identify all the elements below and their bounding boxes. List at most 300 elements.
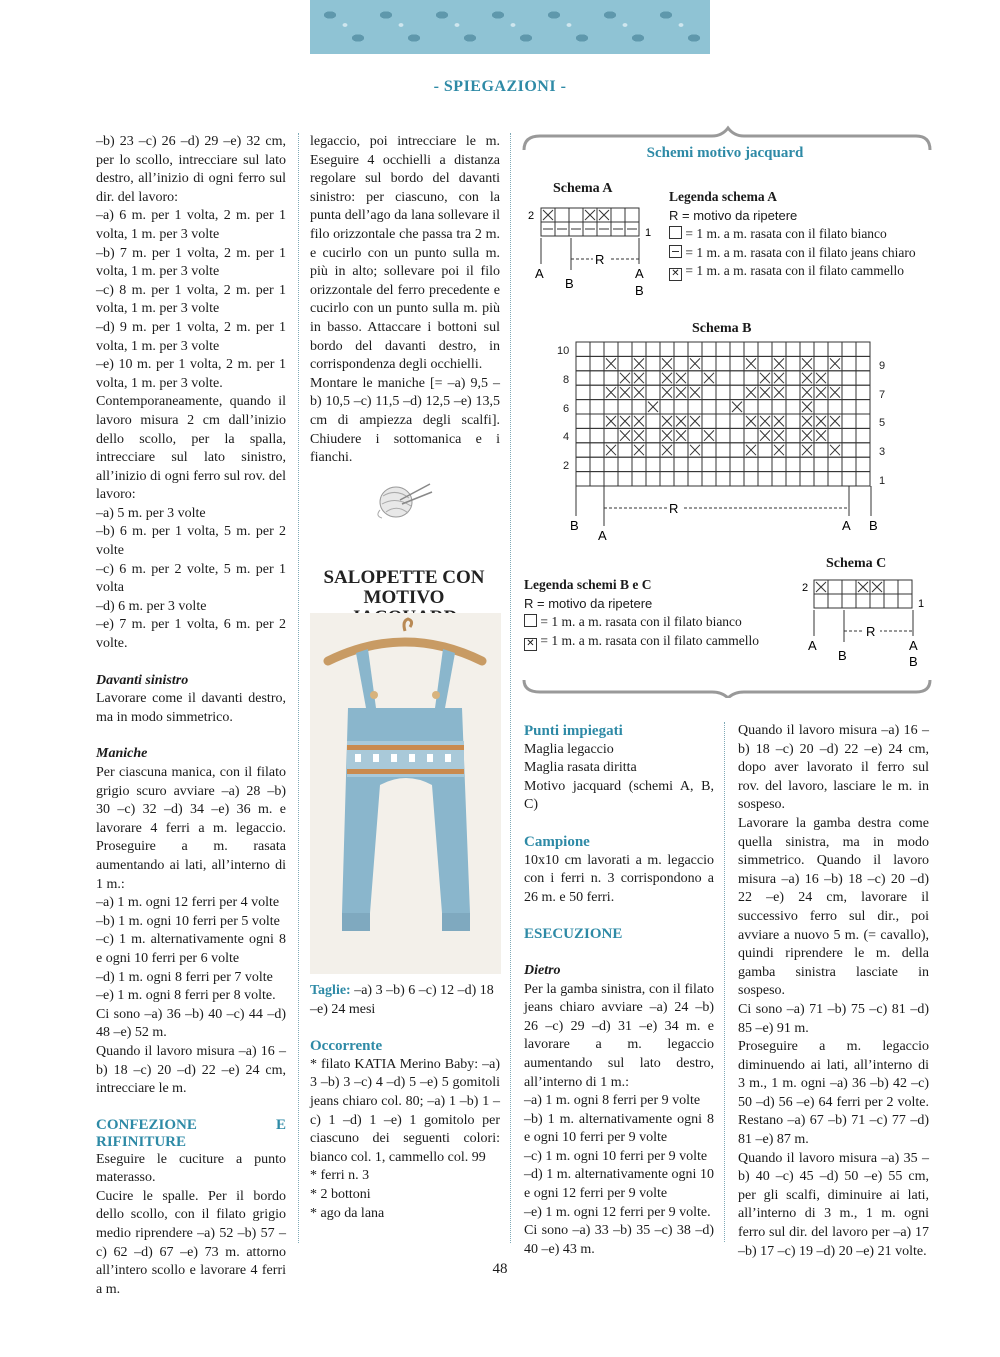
yarn-ball-icon: [372, 478, 434, 520]
text-line: Cucire le spalle. Per il bordo dello scollo, con il filato grigio medio riprendere –a) 52 –b) 57 –c) 62 –d) 67 –e) 73 m. attorno all’intero scollo e lavorare 4 ferri a m.: [96, 1188, 290, 1297]
list-item: * ago da lana: [310, 1205, 385, 1221]
list-item: * ferri n. 3: [310, 1168, 370, 1184]
grid-cell: [604, 472, 618, 486]
list-item: Maglia legaccio: [524, 741, 614, 757]
grid-cell: [576, 400, 590, 414]
row-number: 8: [563, 374, 570, 386]
grid-cell: [688, 400, 702, 414]
page-header: - SPIEGAZIONI -: [433, 78, 567, 95]
grid-cell: [716, 443, 730, 457]
grid-cell: [842, 356, 856, 370]
grid-cell: [716, 385, 730, 399]
grid-cell: [618, 356, 632, 370]
grid-cell: [744, 457, 758, 471]
grid-cell: [555, 208, 569, 222]
grid-cell: [590, 385, 604, 399]
cross-stitch-mark: [634, 358, 644, 368]
cross-stitch-mark: [599, 210, 609, 220]
grid-cell: [590, 472, 604, 486]
text-line: –d) 1 m. ogni 8 ferri per 7 volte: [96, 969, 273, 985]
edge-label: B: [635, 283, 644, 298]
grid-cell: [688, 371, 702, 385]
grid-cell: [702, 443, 716, 457]
cross-stitch-mark: [690, 416, 700, 426]
section-esecuzione: ESECUZIONE: [524, 926, 623, 943]
grid-cell: [716, 472, 730, 486]
legend-item: R = motivo da ripetere: [524, 595, 653, 611]
grid-cell: [842, 594, 856, 608]
legend-a-title: Legenda schema A: [669, 189, 777, 204]
text-line: Lavorare la gamba destra come quella sinistra, ma in modo simmetrico. Quando il lavoro misura –a) 16 –b) 18 –c) 20 –d) 22 –e) 24 cm, lavorare il successivo ferro sul dir., poi avviare a nuovo 5 m. (= cavallo), quindi riprendere le m. della gamba sinistra lasciate in sospeso.: [738, 815, 933, 999]
grid-cell: [856, 356, 870, 370]
column-4: [738, 722, 933, 1261]
text-line: –a) 1 m. ogni 8 ferri per 9 volte: [524, 1093, 701, 1109]
cross-stitch-mark: [606, 358, 616, 368]
grid-cell: [618, 400, 632, 414]
text-line: –a) 5 m. per 3 volte: [96, 505, 206, 521]
section-occorrente: Occorrente: [310, 1038, 383, 1055]
grid-cell: [814, 594, 828, 608]
cross-stitch-mark: [690, 358, 700, 368]
cross-stitch-mark: [746, 387, 756, 397]
cross-stitch-mark: [830, 416, 840, 426]
grid-cell: [660, 472, 674, 486]
edge-label: A: [909, 638, 918, 653]
grid-cell: [786, 356, 800, 370]
grid-cell: [856, 443, 870, 457]
text-line: –d) 6 m. per 3 volte: [96, 598, 207, 614]
cross-stitch-mark: [690, 387, 700, 397]
grid-cell: [604, 428, 618, 442]
legend-item: = 1 m. a m. rasata con il filato bianco: [685, 226, 887, 241]
grid-cell: [632, 457, 646, 471]
legend-item: = 1 m. a m. rasata con il filato cammello: [540, 632, 760, 648]
column-2-lower: [310, 982, 504, 1223]
list-item: * 2 bottoni: [310, 1186, 371, 1202]
grid-cell: [814, 356, 828, 370]
grid-cell: [786, 443, 800, 457]
grid-cell: [800, 457, 814, 471]
grid-cell: [786, 457, 800, 471]
repeat-label: R: [595, 252, 605, 267]
dash-square-icon: [669, 245, 682, 258]
row-number: 10: [557, 345, 570, 357]
grid-cell: [842, 443, 856, 457]
cross-stitch-mark: [802, 387, 812, 397]
repeat-label: R: [866, 624, 876, 639]
grid-cell: [674, 342, 688, 356]
grid-cell: [856, 594, 870, 608]
grid-cell: [716, 342, 730, 356]
grid-cell: [688, 428, 702, 442]
cross-stitch-mark: [816, 387, 826, 397]
grid-cell: [576, 472, 590, 486]
subheading-maniche: Maniche: [96, 746, 148, 762]
grid-cell: [814, 457, 828, 471]
grid-cell: [590, 400, 604, 414]
grid-cell: [842, 385, 856, 399]
grid-cell: [856, 342, 870, 356]
legend-a: [669, 188, 939, 281]
grid-cell: [814, 443, 828, 457]
column-divider: [724, 722, 725, 1242]
edge-label: B: [869, 518, 878, 533]
grid-cell: [618, 472, 632, 486]
text-line: –b) 1 m. alternativamente ogni 8 e ogni 10 ferri per 9 volte: [524, 1111, 718, 1146]
edge-label: A: [535, 266, 544, 281]
grid-cell: [786, 472, 800, 486]
text-line: Ci sono –a) 71 –b) 75 –c) 81 –d) 85 –e) 91 m.: [738, 1001, 933, 1036]
cross-stitch-mark: [858, 582, 868, 592]
grid-cell: [716, 414, 730, 428]
cross-stitch-mark: [648, 402, 658, 412]
grid-cell: [744, 428, 758, 442]
text-line: Quando il lavoro misura –a) 16 –b) 18 –c) 20 –d) 22 –e) 24 cm, dopo aver lavorato il ferro sul rov. del lavoro, lasciare le m. in sospeso.: [738, 723, 933, 813]
row-number: 2: [563, 460, 570, 472]
text-line: Ci sono –a) 33 –b) 35 –c) 38 –d) 40 –e) 43 m.: [524, 1223, 718, 1257]
edge-label: B: [838, 648, 847, 663]
grid-cell: [800, 472, 814, 486]
grid-cell: [590, 443, 604, 457]
cross-stitch-mark: [676, 430, 686, 440]
cross-stitch-mark: [774, 358, 784, 368]
text-line: –e) 7 m. per 1 volta, 6 m. per 2 volte.: [96, 617, 290, 652]
text-line: Quando il lavoro misura –a) 16 –b) 18 –c) 20 –d) 22 –e) 24 cm, intrecciare le m.: [96, 1043, 290, 1097]
cross-stitch-mark: [732, 402, 742, 412]
cross-stitch-mark: [760, 430, 770, 440]
grid-cell: [884, 594, 898, 608]
grid-cell: [800, 342, 814, 356]
grid-cell: [856, 428, 870, 442]
row-number: 4: [563, 431, 570, 443]
cross-stitch-mark: [634, 416, 644, 426]
text-line: –c) 1 m. ogni 10 ferri per 9 volte: [524, 1148, 708, 1164]
grid-cell: [576, 385, 590, 399]
grid-cell: [730, 356, 744, 370]
grid-cell: [604, 400, 618, 414]
cross-stitch-mark: [585, 210, 595, 220]
row-number: 2: [528, 210, 535, 222]
grid-cell: [688, 457, 702, 471]
cross-stitch-mark: [802, 373, 812, 383]
cross-stitch-mark: [830, 445, 840, 455]
edge-label: A: [842, 518, 851, 533]
cross-stitch-mark: [634, 387, 644, 397]
text-line: –e) 10 m. per 1 volta, 2 m. per 1 volta, 1 m. per 3 volte.: [96, 357, 290, 391]
cross-stitch-mark: [662, 430, 672, 440]
list-item: Motivo jacquard (schemi A, B, C): [524, 778, 718, 813]
grid-cell: [828, 594, 842, 608]
grid-cell: [730, 414, 744, 428]
text-line: 10x10 cm lavorati a m. legaccio con i ferri n. 3 corrispondono a 26 m. e 50 ferri.: [524, 852, 718, 905]
cross-square-icon: ✕: [524, 638, 537, 651]
grid-cell: [828, 428, 842, 442]
cross-stitch-mark: [760, 387, 770, 397]
grid-cell: [632, 342, 646, 356]
page-number: 48: [492, 1261, 508, 1277]
grid-cell: [604, 342, 618, 356]
text-line: –c) 6 m. per 2 volte, 5 m. per 1 volta: [96, 561, 290, 596]
cross-stitch-mark: [774, 430, 784, 440]
text-line: –a) 6 m. per 1 volta, 2 m. per 1 volta, 1 m. per 3 volte: [96, 208, 290, 242]
grid-cell: [646, 356, 660, 370]
grid-cell: [772, 472, 786, 486]
grid-cell: [590, 371, 604, 385]
grid-cell: [674, 443, 688, 457]
text-line: Proseguire a m. legaccio diminuendo ai lati, all’interno di 3 m., 1 m. ogni –a) 36 –b) 42 –c) 50 –d) 56 –e) 64 ferri per 2 volte. Restano –a) 67 –b) 71 –c) 77 –d) 81 –e) 87 m.: [738, 1039, 933, 1148]
column-1: [96, 133, 290, 1299]
row-number: 5: [879, 417, 886, 429]
grid-cell: [646, 472, 660, 486]
grid-cell: [576, 457, 590, 471]
grid-cell: [856, 472, 870, 486]
legend-item: = 1 m. a m. rasata con il filato bianco: [540, 614, 742, 629]
grid-cell: [730, 371, 744, 385]
grid-cell: [786, 414, 800, 428]
grid-cell: [758, 443, 772, 457]
grid-cell: [618, 443, 632, 457]
schema-c-chart: [798, 578, 933, 670]
grid-cell: [758, 400, 772, 414]
cross-stitch-mark: [662, 358, 672, 368]
grid-cell: [674, 400, 688, 414]
schema-b-chart: [555, 340, 895, 545]
row-number: 3: [879, 446, 886, 458]
cross-stitch-mark: [816, 416, 826, 426]
grid-cell: [576, 371, 590, 385]
cross-stitch-mark: [634, 430, 644, 440]
grid-cell: [646, 428, 660, 442]
grid-cell: [828, 472, 842, 486]
grid-cell: [842, 371, 856, 385]
section-campione: Campione: [524, 833, 590, 850]
edge-label: B: [909, 654, 918, 669]
row-number: 6: [563, 403, 570, 415]
grid-cell: [660, 342, 674, 356]
grid-cell: [898, 594, 912, 608]
cross-stitch-mark: [746, 445, 756, 455]
section-confezione: CONFEZIONE E RIFINITURE: [96, 1116, 290, 1150]
legend-item: = 1 m. a m. rasata con il filato jeans chiaro: [685, 244, 916, 260]
cross-stitch-mark: [662, 416, 672, 426]
cross-stitch-mark: [690, 445, 700, 455]
grid-cell: [758, 457, 772, 471]
grid-cell: [632, 472, 646, 486]
grid-cell: [786, 400, 800, 414]
grid-cell: [625, 208, 639, 222]
grid-cell: [604, 371, 618, 385]
grid-cell: [856, 457, 870, 471]
grid-cell: [842, 457, 856, 471]
cross-stitch-mark: [543, 210, 553, 220]
grid-cell: [576, 443, 590, 457]
cross-stitch-mark: [830, 358, 840, 368]
grid-cell: [744, 400, 758, 414]
grid-cell: [674, 457, 688, 471]
cross-stitch-mark: [746, 416, 756, 426]
text-line: –d) 9 m. per 1 volta, 2 m. per 1 volta, 1 m. per 3 volte: [96, 319, 290, 354]
edge-label: A: [635, 266, 644, 281]
grid-cell: [702, 356, 716, 370]
text-line: –b) 23 –c) 26 –d) 29 –e) 32 cm, per lo scollo, intrecciare sul lato destro, all’inizio di ogni ferro sul dir. del lavoro:: [96, 134, 290, 205]
grid-cell: [688, 472, 702, 486]
section-punti: Punti impiegati: [524, 723, 623, 739]
cross-stitch-mark: [802, 358, 812, 368]
subheading-dietro: Dietro: [524, 962, 561, 978]
repeat-label: R: [669, 501, 679, 516]
cross-stitch-mark: [774, 387, 784, 397]
grid-cell: [716, 428, 730, 442]
cross-stitch-mark: [704, 373, 714, 383]
grid-cell: [576, 342, 590, 356]
cross-stitch-mark: [620, 387, 630, 397]
grid-cell: [716, 457, 730, 471]
pattern-title-text: SALOPETTE CON MOTIVO: [323, 567, 485, 608]
grid-cell: [646, 371, 660, 385]
grid-cell: [730, 428, 744, 442]
grid-cell: [828, 371, 842, 385]
grid-cell: [646, 457, 660, 471]
grid-cell: [702, 414, 716, 428]
cross-stitch-mark: [662, 445, 672, 455]
grid-cell: [828, 400, 842, 414]
column-divider: [298, 133, 299, 1243]
column-divider: [510, 133, 511, 1243]
cross-square-icon: ✕: [669, 268, 682, 281]
grid-cell: [772, 400, 786, 414]
grid-cell: [772, 457, 786, 471]
garment-photo: [310, 613, 501, 974]
legend-item: R = motivo da ripetere: [669, 207, 798, 223]
grid-cell: [646, 414, 660, 428]
grid-cell: [576, 428, 590, 442]
grid-cell: [842, 342, 856, 356]
cross-stitch-mark: [760, 373, 770, 383]
grid-cell: [646, 342, 660, 356]
cross-stitch-mark: [606, 416, 616, 426]
grid-cell: [590, 428, 604, 442]
grid-cell: [618, 342, 632, 356]
grid-cell: [730, 457, 744, 471]
grid-cell: [702, 342, 716, 356]
list-item: Maglia rasata diritta: [524, 760, 637, 776]
edge-label: A: [808, 638, 817, 653]
grid-cell: [856, 385, 870, 399]
legend-bc-title: Legenda schemi B e C: [524, 577, 652, 592]
grid-cell: [828, 342, 842, 356]
cross-stitch-mark: [802, 430, 812, 440]
text-line: –e) 1 m. ogni 12 ferri per 9 volte.: [524, 1204, 711, 1220]
grid-cell: [786, 428, 800, 442]
grid-cell: [590, 457, 604, 471]
text-line: –c) 1 m. alternativamente ogni 8 e ogni 10 ferri per 6 volte: [96, 932, 290, 966]
text-line: legaccio, poi intrecciare le m. Eseguire 4 occhielli a distanza regolare sul bordo del davanti sinistro: per ciascuno, con la punta dell’ago da lana sollevare il filo orizzontale che passa tra 2 m. e cucirlo con un punto sulla m. più in alto; sollevare poi il filo orizzontale del ferro precedente e cucirlo con un punto sulla m. più in basso. Attaccare i bottoni sul bordo del davanti destro, in corrispondenza degli occhielli.: [310, 134, 504, 373]
cross-stitch-mark: [634, 373, 644, 383]
grid-cell: [646, 443, 660, 457]
grid-cell: [702, 457, 716, 471]
grid-cell: [786, 385, 800, 399]
grid-cell: [730, 385, 744, 399]
knit-texture-banner: [310, 0, 710, 54]
grid-cell: [576, 356, 590, 370]
grid-cell: [814, 342, 828, 356]
cross-stitch-mark: [606, 387, 616, 397]
cross-stitch-mark: [620, 373, 630, 383]
grid-cell: [730, 472, 744, 486]
legend-bc: [524, 576, 794, 651]
grid-cell: [828, 457, 842, 471]
grid-cell: [828, 580, 842, 594]
text-line: –e) 1 m. ogni 8 ferri per 8 volte.: [96, 988, 276, 1004]
grid-cell: [702, 385, 716, 399]
cross-stitch-mark: [774, 373, 784, 383]
grid-cell: [856, 414, 870, 428]
grid-cell: [611, 208, 625, 222]
grid-cell: [842, 414, 856, 428]
edge-label: A: [598, 528, 607, 543]
cross-stitch-mark: [872, 582, 882, 592]
schema-c-title: Schema C: [826, 556, 887, 571]
cross-stitch-mark: [816, 430, 826, 440]
grid-cell: [786, 371, 800, 385]
text-line: Per la gamba sinistra, con il filato jeans chiaro avviare –a) 24 –b) 26 –c) 29 –d) 31 –e) 34 m. e lavorare a m. legaccio aumentando sul lato destro, all’interno di 1 m.:: [524, 981, 718, 1090]
grid-cell: [646, 385, 660, 399]
cross-stitch-mark: [802, 416, 812, 426]
row-number: 9: [879, 360, 886, 372]
column-3: [524, 722, 718, 1259]
grid-cell: [604, 457, 618, 471]
grid-cell: [898, 580, 912, 594]
schema-a-chart: [525, 202, 665, 298]
row-number: 1: [645, 227, 652, 239]
grid-cell: [814, 400, 828, 414]
text-line: Quando il lavoro misura –a) 35 –b) 40 –c) 45 –d) 50 –e) 55 cm, per gli scalfi, diminuire ai lati, all’interno di 3 m., 1 m. ogni ferro sul dir. del lavoro per –a) 17 –b) 17 –c) 19 –d) 20 –e) 21 volte.: [738, 1150, 933, 1259]
cross-stitch-mark: [816, 373, 826, 383]
grid-cell: [618, 457, 632, 471]
empty-square-icon: [669, 226, 682, 239]
cross-stitch-mark: [620, 416, 630, 426]
grid-cell: [590, 356, 604, 370]
schema-b-title: Schema B: [692, 321, 752, 336]
text-line: –b) 1 m. ogni 10 ferri per 5 volte: [96, 913, 280, 929]
grid-cell: [856, 400, 870, 414]
cross-stitch-mark: [634, 445, 644, 455]
text-line: –c) 8 m. per 1 volta, 2 m. per 1 volta, 1 m. per 3 volte: [96, 282, 290, 317]
grid-cell: [716, 356, 730, 370]
grid-cell: [632, 400, 646, 414]
grid-cell: [716, 400, 730, 414]
grid-cell: [702, 472, 716, 486]
text-line: Eseguire le cuciture a punto materasso.: [96, 1151, 290, 1186]
grid-cell: [842, 400, 856, 414]
text-line: Lavorare come il davanti destro, ma in modo simmetrico.: [96, 691, 290, 725]
grid-cell: [590, 342, 604, 356]
grid-cell: [716, 371, 730, 385]
grid-cell: [842, 428, 856, 442]
grid-cell: [856, 371, 870, 385]
text-line: –a) 1 m. ogni 12 ferri per 4 volte: [96, 895, 280, 911]
cross-stitch-mark: [676, 416, 686, 426]
grid-cell: [590, 414, 604, 428]
grid-cell: [674, 356, 688, 370]
text-line: –b) 7 m. per 1 volta, 2 m. per 1 volta, 1 m. per 3 volte: [96, 245, 290, 280]
text-line: Montare le maniche [= –a) 9,5 –b) 10,5 –c) 11,5 –d) 12,5 –e) 13,5 cm di ampiezza degli scalfi]. Chiudere i sottomanica e i fianchi.: [310, 375, 504, 466]
taglie-label: Taglie:: [310, 983, 351, 998]
grid-cell: [688, 342, 702, 356]
cross-stitch-mark: [606, 445, 616, 455]
grid-cell: [758, 472, 772, 486]
cross-stitch-mark: [830, 387, 840, 397]
